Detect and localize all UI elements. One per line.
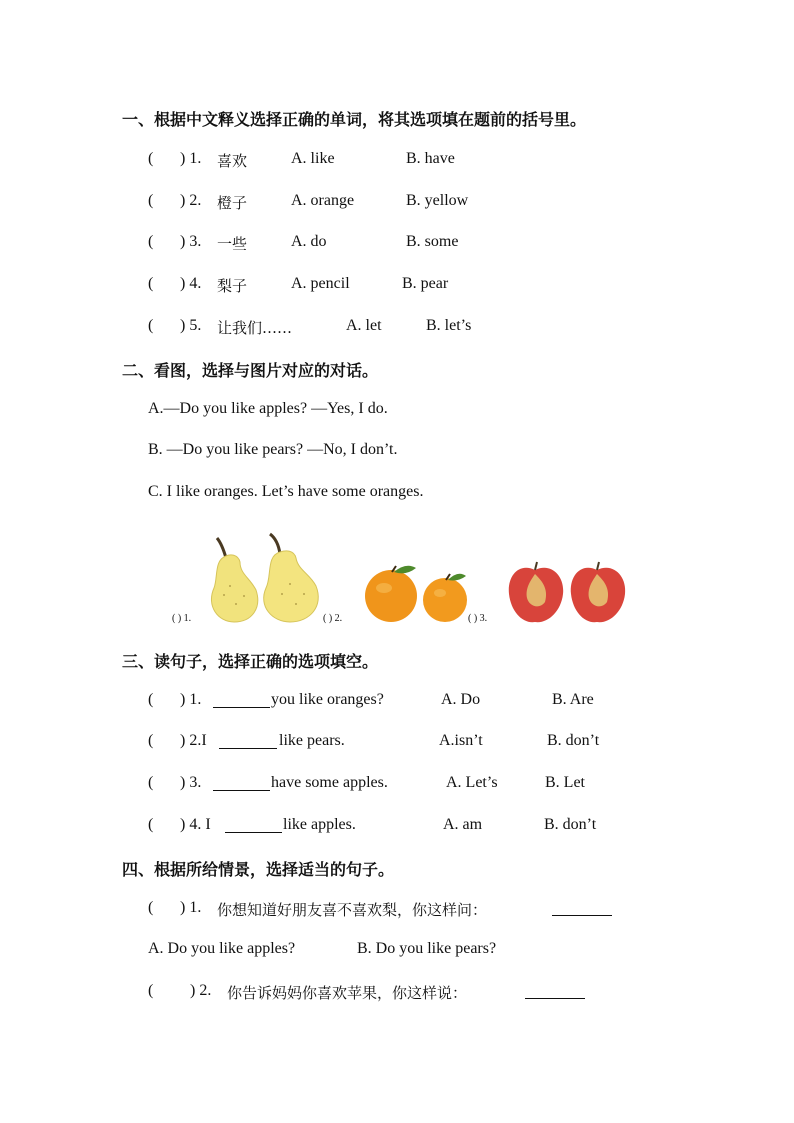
item-number: ) 2.I bbox=[180, 732, 207, 749]
answer-blank[interactable] bbox=[219, 734, 277, 749]
item-number: ) 3. bbox=[180, 774, 202, 791]
option-b: B. pear bbox=[402, 275, 449, 292]
section-4-heading: 四、根据所给情景，选择适当的句子。 bbox=[122, 860, 395, 879]
item-number: ) 4. bbox=[180, 275, 202, 292]
section-1-heading: 一、根据中文释义选择正确的单词，将其选项填在题前的括号里。 bbox=[122, 110, 587, 129]
answer-blank[interactable] bbox=[213, 776, 270, 791]
picture-label-3: ( ) 3. bbox=[468, 613, 488, 624]
option-a: A. am bbox=[443, 816, 483, 833]
answer-blank[interactable] bbox=[213, 693, 270, 708]
chinese-meaning: 橙子 bbox=[217, 194, 248, 212]
pears-picture bbox=[200, 530, 330, 625]
pear-icon bbox=[211, 538, 257, 622]
apple-icon bbox=[571, 562, 625, 622]
paren-open: ( bbox=[148, 150, 154, 167]
option-b: B. Are bbox=[552, 691, 594, 708]
option-a: A. let bbox=[346, 317, 382, 334]
option-b: B. let’s bbox=[426, 317, 472, 334]
option-a: A. Let’s bbox=[446, 774, 498, 791]
dialogue-option-b: B. —Do you like pears? —No, I don’t. bbox=[148, 441, 398, 458]
dialogue-option-c: C. I like oranges. Let’s have some oranges. bbox=[148, 483, 424, 500]
sentence-text: like apples. bbox=[283, 816, 356, 833]
pear-icon bbox=[264, 534, 319, 622]
chinese-meaning: 喜欢 bbox=[217, 152, 248, 170]
chinese-meaning: 一些 bbox=[217, 235, 248, 253]
item-number: ) 1. bbox=[180, 691, 202, 708]
option-a: A.isn’t bbox=[439, 732, 483, 749]
sentence-text: you like oranges? bbox=[271, 691, 384, 708]
option-a: A. Do bbox=[441, 691, 481, 708]
option-b: B. Do you like pears? bbox=[357, 940, 497, 957]
option-a: A. like bbox=[291, 150, 335, 167]
section-3-heading: 三、读句子，选择正确的选项填空。 bbox=[122, 652, 379, 671]
chinese-meaning: 让我们…… bbox=[217, 319, 293, 337]
item-number: ) 3. bbox=[180, 233, 202, 250]
paren-open: ( bbox=[148, 233, 154, 250]
option-a: A. Do you like apples? bbox=[148, 940, 296, 957]
option-b: B. have bbox=[406, 150, 455, 167]
item-number: ) 5. bbox=[180, 317, 202, 334]
paren-open: ( bbox=[148, 732, 154, 749]
paren-open: ( bbox=[148, 192, 154, 209]
apple-icon bbox=[509, 562, 563, 622]
dialogue-option-a: A.—Do you like apples? —Yes, I do. bbox=[148, 400, 388, 417]
orange-icon bbox=[423, 574, 467, 622]
paren-open: ( bbox=[148, 275, 154, 292]
paren-open: ( bbox=[148, 317, 154, 334]
oranges-picture bbox=[360, 560, 475, 625]
item-number: ) 1. bbox=[180, 150, 202, 167]
option-b: B. Let bbox=[545, 774, 585, 791]
sentence-text: have some apples. bbox=[271, 774, 388, 791]
picture-label-2: ( ) 2. bbox=[323, 613, 343, 624]
option-a: A. do bbox=[291, 233, 327, 250]
option-b: B. don’t bbox=[547, 732, 600, 749]
situation-text: 你告诉妈妈你喜欢苹果，你这样说： bbox=[227, 984, 468, 1002]
answer-blank[interactable] bbox=[525, 984, 585, 999]
answer-blank[interactable] bbox=[552, 901, 612, 916]
item-number: ) 2. bbox=[180, 192, 202, 209]
paren-open: ( bbox=[148, 899, 154, 916]
picture-label-1: ( ) 1. bbox=[172, 613, 192, 624]
paren-open: ( bbox=[148, 816, 154, 833]
paren-open: ( bbox=[148, 982, 154, 999]
option-a: A. pencil bbox=[291, 275, 350, 292]
chinese-meaning: 梨子 bbox=[217, 277, 248, 295]
section-2-heading: 二、看图，选择与图片对应的对话。 bbox=[122, 361, 379, 380]
item-number: ) 1. bbox=[180, 899, 202, 916]
option-a: A. orange bbox=[291, 192, 355, 209]
apples-picture bbox=[505, 558, 630, 626]
paren-open: ( bbox=[148, 774, 154, 791]
option-b: B. yellow bbox=[406, 192, 469, 209]
answer-blank[interactable] bbox=[225, 818, 282, 833]
option-b: B. don’t bbox=[544, 816, 597, 833]
item-number: ) 2. bbox=[190, 982, 212, 999]
situation-text: 你想知道好朋友喜不喜欢梨，你这样问： bbox=[217, 901, 488, 919]
item-number: ) 4. I bbox=[180, 816, 211, 833]
sentence-text: like pears. bbox=[279, 732, 345, 749]
option-b: B. some bbox=[406, 233, 459, 250]
paren-open: ( bbox=[148, 691, 154, 708]
orange-icon bbox=[365, 566, 417, 622]
